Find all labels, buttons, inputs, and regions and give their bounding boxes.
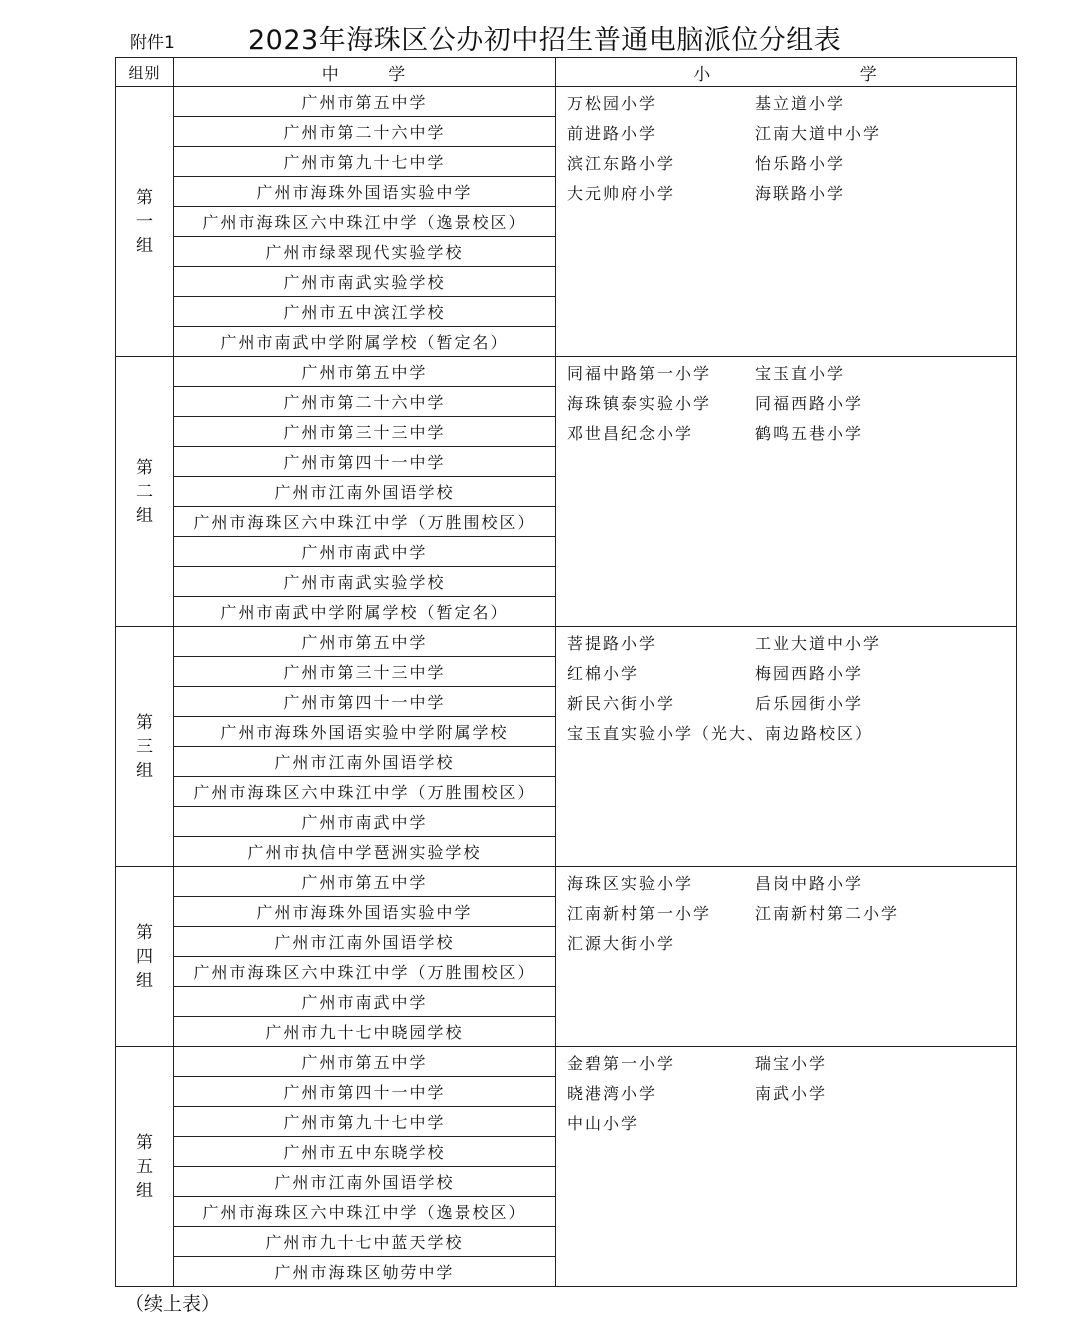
middle-school-cell: 广州市第五中学 [174,87,556,117]
primary-school-name: 菩提路小学 [567,633,658,653]
primary-schools-cell [556,867,1017,1047]
primary-schools-cell [556,1047,1017,1287]
table-row [116,1047,1017,1077]
primary-schools-cell [556,357,1017,627]
primary-school-name: 工业大道中小学 [755,633,882,653]
middle-school-cell: 广州市南武中学附属学校（暂定名） [174,327,556,357]
middle-school-cell: 广州市南武中学附属学校（暂定名） [174,597,556,627]
primary-school-row [567,147,1016,177]
primary-school-row [567,177,1016,207]
primary-school-name: 梅园西路小学 [755,663,864,683]
middle-school-cell: 广州市九十七中晓园学校 [174,1017,556,1047]
primary-school-name: 同福西路小学 [755,393,864,413]
middle-school-cell: 广州市海珠区六中珠江中学（逸景校区） [174,1197,556,1227]
middle-school-cell: 广州市执信中学琶洲实验学校 [174,837,556,867]
middle-school-cell: 广州市第四十一中学 [174,1077,556,1107]
middle-school-cell: 广州市第四十一中学 [174,447,556,477]
middle-school-cell: 广州市海珠外国语实验中学附属学校 [174,717,556,747]
middle-school-cell: 广州市五中滨江学校 [174,297,556,327]
primary-schools-cell [556,627,1017,867]
middle-school-cell: 广州市第五中学 [174,627,556,657]
middle-school-cell: 广州市江南外国语学校 [174,477,556,507]
middle-school-cell: 广州市五中东晓学校 [174,1137,556,1167]
group-label [116,357,174,627]
middle-school-cell: 广州市第二十六中学 [174,117,556,147]
primary-school-row [567,927,1016,957]
header-primary-school: 小 学 [556,58,1017,87]
table-row [116,357,1017,387]
group-label-text: 第一组 [136,187,153,256]
attachment-label: 附件1 [130,33,175,53]
group-label [116,867,174,1047]
group-label-text: 第五组 [136,1132,153,1201]
middle-school-cell: 广州市九十七中蓝天学校 [174,1227,556,1257]
header-middle-school: 中 学 [174,58,556,87]
middle-school-cell: 广州市绿翠现代实验学校 [174,237,556,267]
middle-school-cell: 广州市江南外国语学校 [174,927,556,957]
middle-school-cell: 广州市第四十一中学 [174,687,556,717]
middle-school-cell: 广州市第九十七中学 [174,1107,556,1137]
table-row [116,627,1017,657]
middle-school-cell: 广州市海珠区劬劳中学 [174,1257,556,1287]
middle-school-cell: 广州市第九十七中学 [174,147,556,177]
primary-school-row [567,687,1016,717]
group-label [116,1047,174,1287]
primary-school-row [567,417,1016,447]
middle-school-cell: 广州市第五中学 [174,357,556,387]
primary-school-row [567,717,1016,747]
primary-school-name: 同福中路第一小学 [567,363,712,383]
middle-school-cell: 广州市南武实验学校 [174,267,556,297]
primary-school-name: 怡乐路小学 [755,153,846,173]
primary-school-name: 江南新村第一小学 [567,903,712,923]
table-row [116,867,1017,897]
primary-school-name: 晓港湾小学 [567,1083,658,1103]
primary-school-name: 汇源大街小学 [567,933,676,953]
middle-school-cell: 广州市第三十三中学 [174,417,556,447]
primary-school-name: 邓世昌纪念小学 [567,423,694,443]
primary-school-name: 宝玉直实验小学（光大、南边路校区） [567,723,874,743]
primary-school-name: 大元帅府小学 [567,183,676,203]
primary-school-row [567,1107,1016,1137]
table-header-row [116,58,1017,87]
primary-school-name: 江南新村第二小学 [755,903,900,923]
primary-school-row [567,627,1016,657]
middle-school-cell: 广州市南武实验学校 [174,567,556,597]
primary-school-name: 红棉小学 [567,663,640,683]
primary-school-row [567,867,1016,897]
group-label [116,87,174,357]
middle-school-cell: 广州市海珠区六中珠江中学（万胜围校区） [174,777,556,807]
group-label-text: 第二组 [136,457,153,526]
primary-school-name: 后乐园街小学 [755,693,864,713]
primary-school-row [567,1047,1016,1077]
primary-school-name: 瑞宝小学 [755,1053,828,1073]
middle-school-cell: 广州市南武中学 [174,807,556,837]
primary-school-row [567,357,1016,387]
primary-school-row [567,897,1016,927]
middle-school-cell: 广州市第三十三中学 [174,657,556,687]
primary-school-name: 江南大道中小学 [755,123,882,143]
primary-school-name: 新民六街小学 [567,693,676,713]
page-title: 2023年海珠区公办初中招生普通电脑派位分组表 [248,25,842,56]
primary-school-name: 滨江东路小学 [567,153,676,173]
middle-school-cell: 广州市江南外国语学校 [174,1167,556,1197]
group-label-text: 第四组 [136,922,153,991]
middle-school-cell: 广州市南武中学 [174,537,556,567]
primary-school-name: 万松园小学 [567,93,658,113]
primary-school-name: 中山小学 [567,1113,640,1133]
primary-school-name: 鹤鸣五巷小学 [755,423,864,443]
primary-school-row [567,1077,1016,1107]
middle-school-cell: 广州市海珠外国语实验中学 [174,177,556,207]
primary-school-name: 基立道小学 [755,93,846,113]
middle-school-cell: 广州市海珠外国语实验中学 [174,897,556,927]
primary-school-name: 海珠区实验小学 [567,873,694,893]
table-row [116,87,1017,117]
primary-school-name: 金碧第一小学 [567,1053,676,1073]
middle-school-cell: 广州市第五中学 [174,1047,556,1077]
grouping-table [115,57,1017,1287]
primary-school-name: 海联路小学 [755,183,846,203]
primary-school-name: 宝玉直小学 [755,363,846,383]
middle-school-cell: 广州市江南外国语学校 [174,747,556,777]
group-label [116,627,174,867]
middle-school-cell: 广州市海珠区六中珠江中学（万胜围校区） [174,507,556,537]
primary-schools-cell [556,87,1017,357]
primary-school-name: 海珠镇泰实验小学 [567,393,712,413]
primary-school-name: 南武小学 [755,1083,828,1103]
middle-school-cell: 广州市南武中学 [174,987,556,1017]
group-label-text: 第三组 [136,712,153,781]
middle-school-cell: 广州市第五中学 [174,867,556,897]
primary-school-row [567,87,1016,117]
primary-school-row [567,657,1016,687]
middle-school-cell: 广州市海珠区六中珠江中学（逸景校区） [174,207,556,237]
footer-note: （续上表） [125,1293,221,1315]
header-group: 组别 [116,58,174,87]
primary-school-name: 前进路小学 [567,123,658,143]
middle-school-cell: 广州市第二十六中学 [174,387,556,417]
primary-school-row [567,387,1016,417]
middle-school-cell: 广州市海珠区六中珠江中学（万胜围校区） [174,957,556,987]
primary-school-row [567,117,1016,147]
primary-school-name: 昌岗中路小学 [755,873,864,893]
